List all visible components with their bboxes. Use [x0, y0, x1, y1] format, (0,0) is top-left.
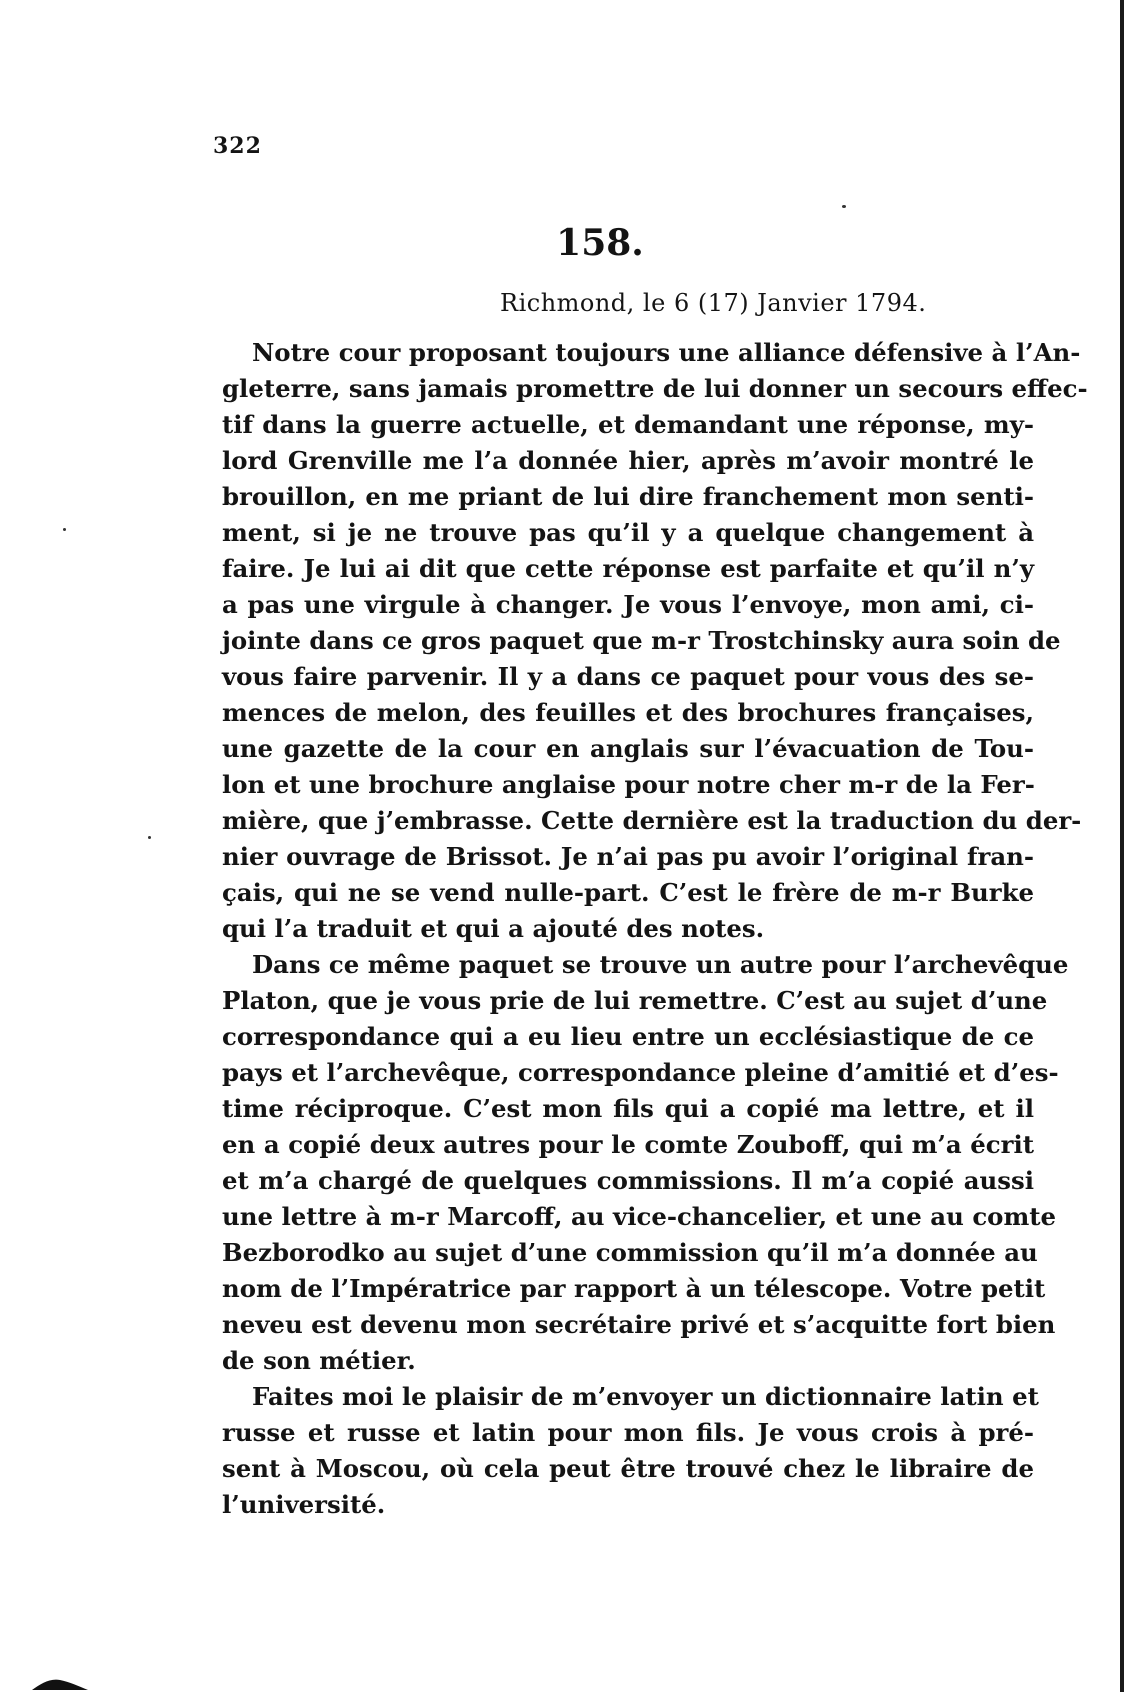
speck-mark [842, 205, 846, 208]
text-line: et m’a chargé de quelques commissions. Il m’a copié aussi [222, 1166, 1034, 1195]
text-line: mences de melon, des feuilles et des brochures françaises, [222, 698, 1034, 727]
text-line: en a copié deux autres pour le comte Zouboff, qui m’a écrit [222, 1130, 1034, 1159]
letter-number: 158. [556, 222, 644, 264]
printer-ornament-icon [30, 1662, 90, 1692]
text-line: mière, que j’embrasse. Cette dernière est la traduction du der- [222, 806, 1082, 835]
text-line: correspondance qui a eu lieu entre un ecclésiastique de ce [222, 1022, 1034, 1051]
text-line: tif dans la guerre actuelle, et demandant une réponse, my- [222, 410, 1034, 439]
text-line: neveu est devenu mon secrétaire privé et s’acquitte fort bien [222, 1310, 1056, 1339]
text-line: nom de l’Impératrice par rapport à un télescope. Votre petit [222, 1274, 1046, 1303]
text-line: lon et une brochure anglaise pour notre cher m-r de la Fer- [222, 770, 1035, 799]
text-line: l’université. [222, 1490, 386, 1519]
text-line: çais, qui ne se vend nulle-part. C’est le frère de m-r Burke [222, 878, 1034, 907]
text-line: ment, si je ne trouve pas qu’il y a quelque changement à [222, 518, 1034, 547]
text-line: nier ouvrage de Brissot. Je n’ai pas pu avoir l’original fran- [222, 842, 1034, 871]
text-line: Bezborodko au sujet d’une commission qu’il m’a donnée au [222, 1238, 1038, 1267]
text-line: gleterre, sans jamais promettre de lui donner un secours effec- [222, 374, 1088, 403]
text-line: Notre cour proposant toujours une alliance défensive à l’An- [252, 338, 1081, 367]
text-line: qui l’a traduit et qui a ajouté des notes. [222, 914, 765, 943]
text-line: lord Grenville me l’a donnée hier, après m’avoir montré le [222, 446, 1034, 475]
text-line: une lettre à m-r Marcoff, au vice-chancelier, et une au comte [222, 1202, 1057, 1231]
speck-mark [63, 528, 66, 531]
text-line: a pas une virgule à changer. Je vous l’envoye, mon ami, ci- [222, 590, 1034, 619]
text-line: Dans ce même paquet se trouve un autre pour l’archevêque [252, 950, 1069, 979]
dateline: Richmond, le 6 (17) Janvier 1794. [500, 289, 927, 317]
text-line: une gazette de la cour en anglais sur l’évacuation de Tou- [222, 734, 1034, 763]
text-line: pays et l’archevêque, correspondance pleine d’amitié et d’es- [222, 1058, 1059, 1087]
text-line: time réciproque. C’est mon fils qui a copié ma lettre, et il [222, 1094, 1034, 1123]
text-line: Platon, que je vous prie de lui remettre. C’est au sujet d’une [222, 986, 1048, 1015]
text-line: sent à Moscou, où cela peut être trouvé chez le libraire de [222, 1454, 1034, 1483]
text-line: russe et russe et latin pour mon fils. Je vous crois à pré- [222, 1418, 1034, 1447]
speck-mark [148, 836, 151, 839]
page-number: 322 [213, 133, 262, 159]
text-line: faire. Je lui ai dit que cette réponse est parfaite et qu’il n’y [222, 554, 1034, 583]
text-line: jointe dans ce gros paquet que m-r Trostchinsky aura soin de [222, 626, 1061, 655]
text-line: brouillon, en me priant de lui dire franchement mon senti- [222, 482, 1034, 511]
text-line: Faites moi le plaisir de m’envoyer un dictionnaire latin et [252, 1382, 1039, 1411]
text-line: vous faire parvenir. Il y a dans ce paquet pour vous des se- [222, 662, 1034, 691]
text-line: de son métier. [222, 1346, 416, 1375]
letter-body [222, 335, 1088, 1523]
